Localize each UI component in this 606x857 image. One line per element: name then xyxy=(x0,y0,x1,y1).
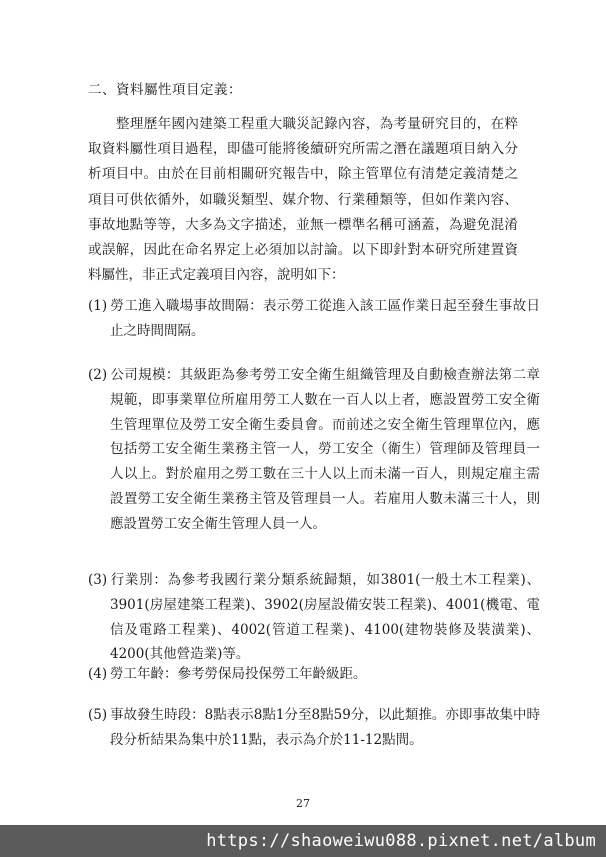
list-item-text: 事故發生時段：8點表示8點1分至8點59分，以此類推。亦即事故集中時段分析結果為集中於11點，表示為介於11-12點間。 xyxy=(110,707,540,748)
watermark-url: https://shaoweiwu088.pixnet.net/album xyxy=(0,825,606,857)
list-item-5 xyxy=(88,703,540,753)
list-item-text: 勞工進入職場事故間隔：表示勞工從進入該工區作業日起至發生事故日止之時間間隔。 xyxy=(110,298,540,339)
list-item-text: 行業別：為參考我國行業分類系統歸類，如3801(一般土木工程業)、3901(房屋建築工程業)、3902(房屋設備安裝工程業)、4001(機電、電信及電路工程業)、4002(管道工程業)、4100(建物裝修及裝潢業)、4200(其他營造業)等。 xyxy=(110,572,540,663)
list-item-2 xyxy=(88,363,540,537)
section-heading: 二、資料屬性項目定義： xyxy=(88,82,242,98)
list-item-number: (5) xyxy=(88,707,108,723)
list-item-number: (3) xyxy=(88,572,108,588)
list-item-1 xyxy=(88,294,540,344)
intro-paragraph: 整理歷年國內建築工程重大職災記錄內容，為考量研究目的，在粹取資料屬性項目過程，即儘可能將後續研究所需之潛在議題項目納入分析項目中。由於在目前相關研究報告中，除主管單位有清楚定義清楚之項目可供依循外，如職災類型、媒介物、行業種類等，但如作業內容、事故地點等等，大多為文字描述，並無一標準名稱可涵蓋，為避免混淆或誤解，因此在命名界定上必須加以討論。以下即針對本研究所建置資料屬性，非正式定義項目內容，說明如下： xyxy=(88,116,518,284)
list-item-text: 公司規模：其級距為參考勞工安全衛生組織管理及自動檢查辦法第二章規範，即事業單位所雇用勞工人數在一百人以上者，應設置勞工安全衛生管理單位及勞工安全衛生委員會。而前述之安全衛生管理單位內，應包括勞工安全衛生業務主管一人，勞工安全（衛生）管理師及管理員一人以上。對於雇用之勞工數在三十人以上而未滿一百人，則規定雇主需設置勞工安全衛生業務主管及管理員一人。若雇用人數未滿三十人，則應設置勞工安全衛生管理人員一人。 xyxy=(110,367,540,532)
page-number: 27 xyxy=(296,797,310,810)
list-item-number: (1) xyxy=(88,298,108,314)
list-item-text: 勞工年齡：參考勞保局投保勞工年齡級距。 xyxy=(110,666,367,682)
list-item-4 xyxy=(88,662,540,687)
list-item-3 xyxy=(88,568,540,667)
list-item-number: (2) xyxy=(88,367,108,383)
list-item-number: (4) xyxy=(88,666,108,682)
